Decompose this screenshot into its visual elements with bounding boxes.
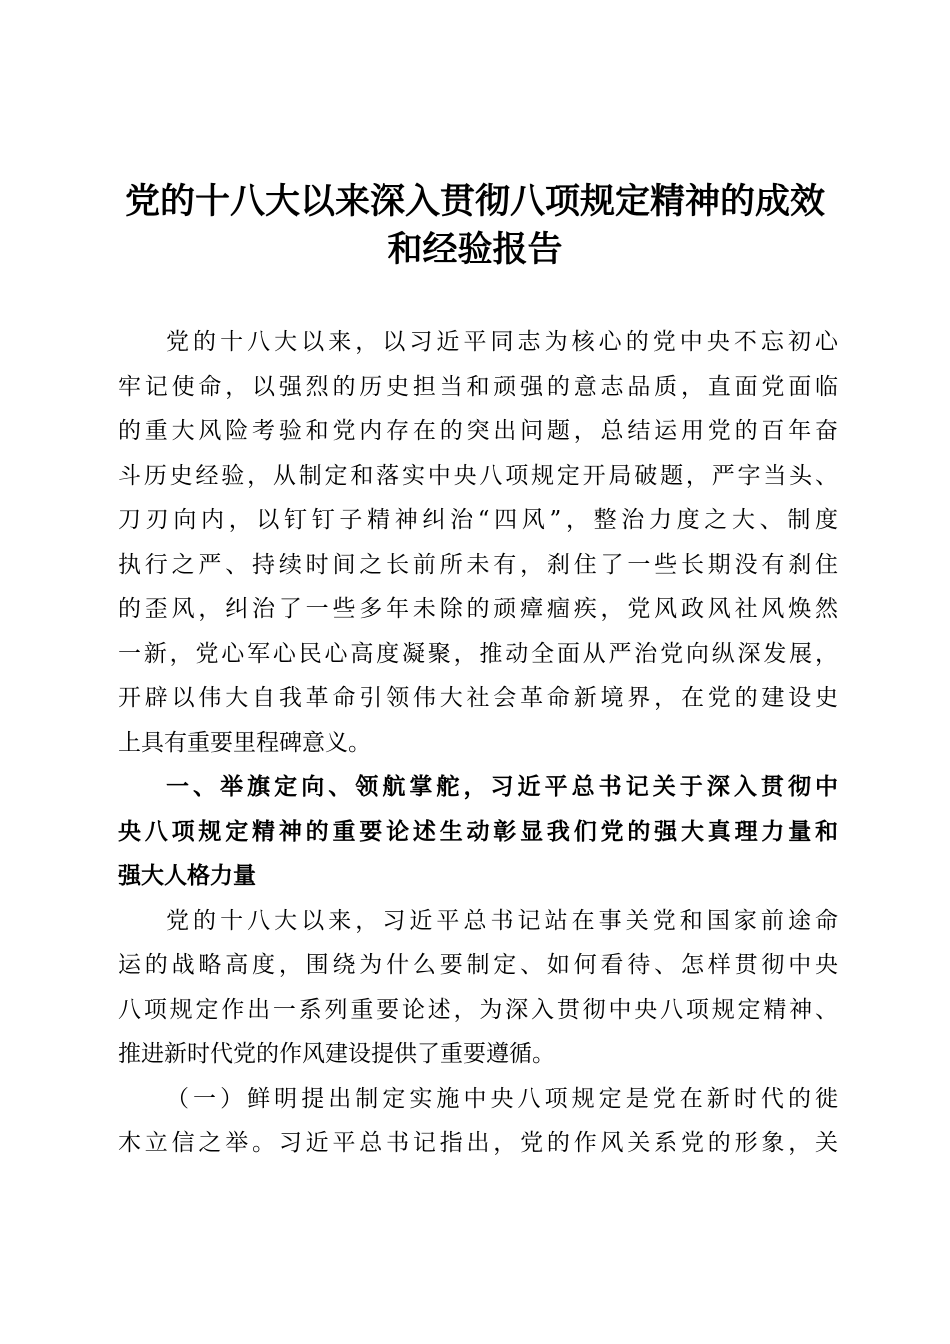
text-line: 上具有重要里程碑意义。: [118, 729, 371, 756]
text-line: 党的十八大以来，以习近平同志为核心的党中央不忘初心: [166, 329, 838, 355]
text-line: 开辟以伟大自我革命引领伟大社会革命新境界，在党的建设史: [118, 685, 838, 711]
heading-line: 强大人格力量: [118, 863, 256, 889]
text-line: 斗历史经验，从制定和落实中央八项规定开局破题，严字当头、: [118, 462, 838, 489]
paragraph-subsection-1: [118, 1077, 838, 1166]
text-line: 的重大风险考验和党内存在的突出问题，总结运用党的百年奋: [118, 418, 838, 444]
section-heading-1: [118, 765, 838, 899]
text-line: 木立信之举。习近平总书记指出，党的作风关系党的形象，关: [118, 1130, 838, 1156]
text-line: 的歪风，纠治了一些多年未除的顽瘴痼疾，党风政风社风焕然: [118, 596, 838, 622]
text-line: 党的十八大以来，习近平总书记站在事关党和国家前途命: [166, 907, 838, 934]
document-body: [118, 320, 838, 1166]
text-line: 运的战略高度，围绕为什么要制定、如何看待、怎样贯彻中央: [118, 952, 838, 978]
text-line: 一新，党心军心民心高度凝聚，推动全面从严治党向纵深发展，: [118, 640, 838, 667]
paragraph-section-1-intro: [118, 899, 838, 1077]
text-line: 刀刃向内，以钉钉子精神纠治“四风”，整治力度之大、制度: [118, 507, 838, 533]
text-line: 牢记使命，以强烈的历史担当和顽强的意志品质，直面党面临: [118, 373, 838, 400]
text-line: 推进新时代党的作风建设提供了重要遵循。: [118, 1041, 555, 1067]
document-title: [110, 178, 840, 274]
heading-line: 一、举旗定向、领航掌舵，习近平总书记关于深入贯彻中: [166, 774, 838, 800]
title-line: 和经验报告: [387, 229, 563, 270]
paragraph-intro: [118, 320, 838, 765]
title-line: 党的十八大以来深入贯彻八项规定精神的成效: [124, 181, 825, 222]
text-line: 执行之严、持续时间之长前所未有，刹住了一些长期没有刹住: [118, 551, 838, 578]
heading-line: 央八项规定精神的重要论述生动彰显我们党的强大真理力量和: [118, 818, 838, 845]
text-line: （一）鲜明提出制定实施中央八项规定是党在新时代的徙: [166, 1085, 838, 1112]
text-line: 八项规定作出一系列重要论述，为深入贯彻中央八项规定精神、: [118, 996, 838, 1023]
